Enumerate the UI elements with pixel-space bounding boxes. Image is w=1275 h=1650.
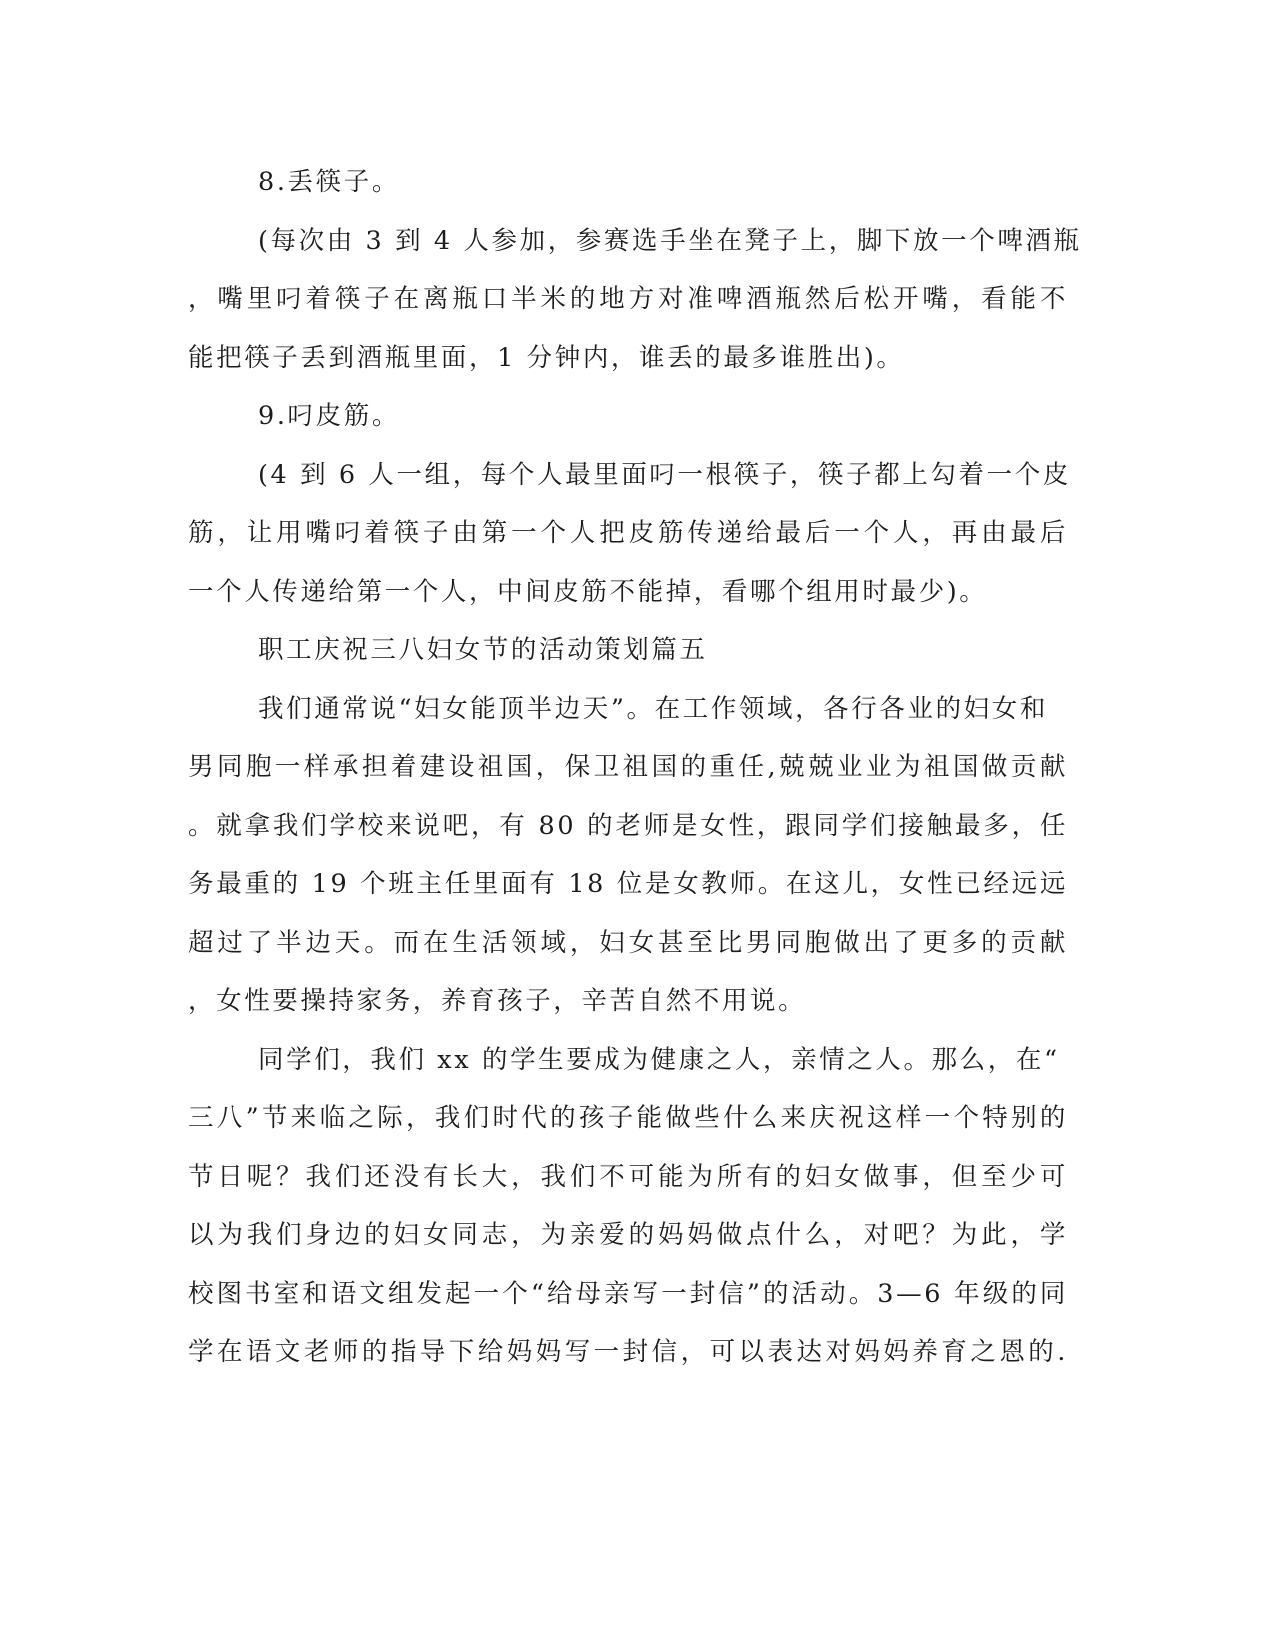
text-line: 超过了半边天。而在生活领域，妇女甚至比男同胞做出了更多的贡献 xyxy=(188,928,1068,958)
text-line: (4 到 6 人一组，每个人最里面叼一根筷子，筷子都上勾着一个皮 xyxy=(258,460,1071,490)
text-line: 务最重的 19 个班主任里面有 18 位是女教师。在这儿，女性已经远远 xyxy=(188,869,1068,899)
text-line: ，女性要操持家务，养育孩子，辛苦自然不用说。 xyxy=(188,986,807,1016)
text-line: 同学们，我们 xx 的学生要成为健康之人，亲情之人。那么，在“ xyxy=(258,1045,1060,1075)
text-line: 以为我们身边的妇女同志，为亲爱的妈妈做点什么，对吧？为此，学 xyxy=(188,1220,1068,1250)
text-line: 学在语文老师的指导下给妈妈写一封信，可以表达对妈妈养育之恩的. xyxy=(188,1337,1068,1367)
section-title: 职工庆祝三八妇女节的活动策划篇五 xyxy=(258,635,708,665)
text-line: (每次由 3 到 4 人参加，参赛选手坐在凳子上，脚下放一个啤酒瓶 xyxy=(258,226,1082,256)
item-9-heading: 9.叼皮筋。 xyxy=(258,401,400,431)
text-line: 能把筷子丢到酒瓶里面，1 分钟内，谁丢的最多谁胜出)。 xyxy=(188,343,905,373)
item-8-heading: 8.丢筷子。 xyxy=(258,167,400,197)
text-line: 校图书室和语文组发起一个“给母亲写一封信”的活动。3—6 年级的同 xyxy=(188,1279,1068,1309)
text-line: 我们通常说“妇女能顶半边天”。在工作领域，各行各业的妇女和 xyxy=(258,694,1048,724)
text-line: ，嘴里叼着筷子在离瓶口半米的地方对准啤酒瓶然后松开嘴，看能不 xyxy=(188,284,1068,314)
text-line: 男同胞一样承担着建设祖国，保卫祖国的重任,兢兢业业为祖国做贡献 xyxy=(188,752,1068,782)
text-line: 一个人传递给第一个人，中间皮筋不能掉，看哪个组用时最少)。 xyxy=(188,577,988,607)
text-line: 。就拿我们学校来说吧，有 80 的老师是女性，跟同学们接触最多，任 xyxy=(188,811,1068,841)
text-line: 节日呢？我们还没有长大，我们不可能为所有的妇女做事，但至少可 xyxy=(188,1162,1068,1192)
text-line: 三八”节来临之际，我们时代的孩子能做些什么来庆祝这样一个特别的 xyxy=(188,1103,1068,1133)
text-line: 筋，让用嘴叼着筷子由第一个人把皮筋传递给最后一个人，再由最后 xyxy=(188,518,1068,548)
